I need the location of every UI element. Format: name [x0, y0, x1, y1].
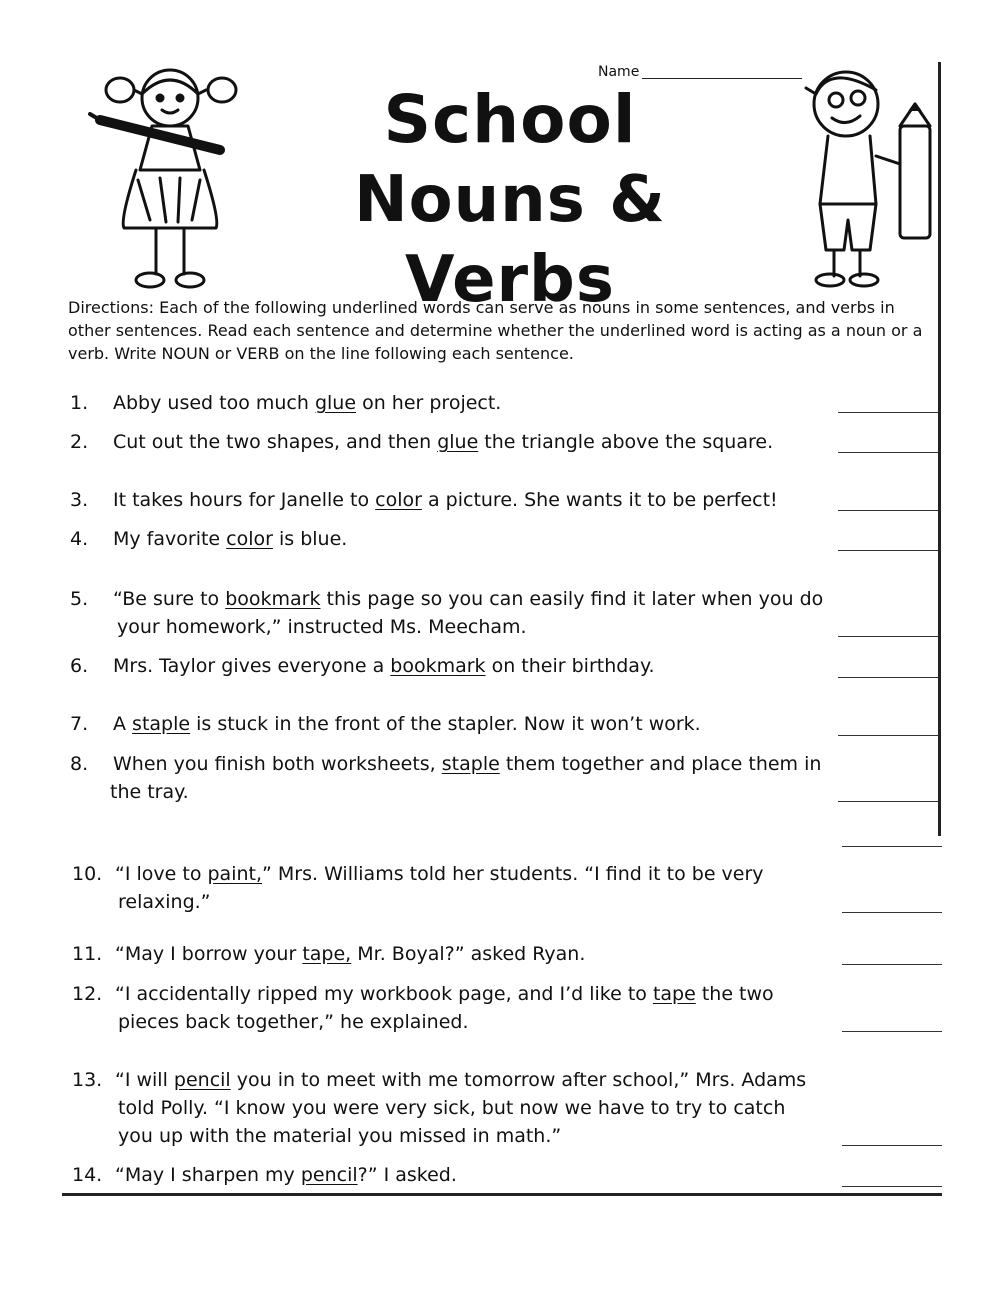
sentence-part: is blue.	[272, 528, 348, 550]
question-number: 12.	[72, 983, 103, 1005]
sentence-continuation: told Polly. “I know you were very sick, but now we have to try to catch	[118, 1097, 786, 1119]
sentence-part: A	[113, 713, 133, 735]
sentence-part: ?” I asked.	[357, 1164, 457, 1186]
underlined-word: bookmark	[225, 588, 321, 610]
question-number: 11.	[72, 943, 103, 965]
question-number: 5.	[70, 588, 89, 610]
answer-line-3[interactable]	[838, 510, 938, 511]
sentence-part: this page so you can easily find it later when you do	[320, 588, 824, 610]
sentence-part: them together and place them in	[499, 753, 822, 775]
question-number: 2.	[70, 431, 89, 453]
girl-with-pencil-illustration	[80, 60, 250, 292]
sentence-continuation: pieces back together,” he explained.	[118, 1011, 469, 1033]
underlined-word: glue	[437, 431, 479, 453]
name-label: Name	[598, 64, 640, 80]
sentence-part: “I love to	[115, 863, 208, 885]
title-line-2: Nouns & Verbs	[354, 163, 666, 317]
sentence-continuation: the tray.	[110, 781, 189, 803]
underlined-word: bookmark	[390, 655, 486, 677]
sentence-part: It takes hours for Janelle to	[113, 489, 376, 511]
answer-line-2[interactable]	[838, 452, 938, 453]
sentence-continuation: you up with the material you missed in math.”	[118, 1125, 562, 1147]
sentence-part: a picture. She wants it to be perfect!	[421, 489, 778, 511]
directions-text: Directions: Each of the following underlined words can serve as nouns in some sentences, and verbs in other sentences. Read each sentence and determine whether the underlined word is acting as a noun or a verb. Write NOUN or VERB on the line following each sentence.	[68, 298, 923, 363]
underlined-word: staple	[132, 713, 191, 735]
underlined-word: pencil	[173, 1069, 231, 1091]
underlined-word: pencil	[300, 1164, 358, 1186]
sentence-part: on her project.	[356, 392, 502, 414]
question-number: 7.	[70, 713, 89, 735]
question-number: 13.	[72, 1069, 103, 1091]
sentence-continuation: relaxing.”	[118, 891, 211, 913]
sentence-part: on their birthday.	[485, 655, 655, 677]
answer-line-6[interactable]	[838, 677, 938, 678]
sentence-part: is stuck in the front of the stapler. Now it won’t work.	[190, 713, 701, 735]
name-answer-line[interactable]	[642, 78, 802, 79]
sentence-part: the triangle above the square.	[478, 431, 774, 453]
sentence-part: “May I sharpen my	[115, 1164, 301, 1186]
sentence-continuation: your homework,” instructed Ms. Meecham.	[117, 616, 527, 638]
answer-line-1[interactable]	[838, 412, 938, 413]
answer-line-4[interactable]	[838, 550, 938, 551]
sentence-part: “I will	[115, 1069, 174, 1091]
sentence-part: Mrs. Taylor gives everyone a	[113, 655, 391, 677]
answer-line-9[interactable]	[842, 846, 942, 847]
answer-line-8[interactable]	[838, 801, 938, 802]
answer-line-13[interactable]	[842, 1145, 942, 1146]
underlined-word: color	[375, 489, 422, 511]
underlined-word: color	[226, 528, 273, 550]
sentence-part: ” Mrs. Williams told her students. “I find it to be very	[262, 863, 764, 885]
sentence-part: “Be sure to	[113, 588, 226, 610]
sentence-part: When you finish both worksheets,	[113, 753, 442, 775]
question-number: 4.	[70, 528, 89, 550]
answer-line-7[interactable]	[838, 735, 938, 736]
sentence-part: the two	[695, 983, 774, 1005]
answer-line-11[interactable]	[842, 964, 942, 965]
question-number: 1.	[70, 392, 89, 414]
underlined-word: tape,	[302, 943, 352, 965]
question-number: 8.	[70, 753, 89, 775]
answer-line-5[interactable]	[838, 636, 938, 637]
title-line-1: School	[383, 81, 637, 158]
page-border-bottom	[62, 1193, 942, 1196]
underlined-word: glue	[314, 392, 357, 414]
question-number: 10.	[72, 863, 103, 885]
sentence-part: Mr. Boyal?” asked Ryan.	[351, 943, 586, 965]
underlined-word: tape	[652, 983, 696, 1005]
answer-line-10[interactable]	[842, 912, 942, 913]
answer-line-14[interactable]	[842, 1186, 942, 1187]
sentence-part: “I accidentally ripped my workbook page, and I’d like to	[115, 983, 653, 1005]
underlined-word: paint,	[207, 863, 262, 885]
underlined-word: staple	[441, 753, 500, 775]
question-number: 3.	[70, 489, 89, 511]
question-number: 6.	[70, 655, 89, 677]
sentence-part: “May I borrow your	[115, 943, 303, 965]
sentence-part: Cut out the two shapes, and then	[113, 431, 438, 453]
sentence-part: you in to meet with me tomorrow after school,” Mrs. Adams	[230, 1069, 807, 1091]
sentence-part: My favorite	[113, 528, 227, 550]
boy-with-pencil-illustration	[790, 64, 940, 290]
answer-line-12[interactable]	[842, 1031, 942, 1032]
sentence-part: Abby used too much	[113, 392, 315, 414]
question-number: 14.	[72, 1164, 103, 1186]
